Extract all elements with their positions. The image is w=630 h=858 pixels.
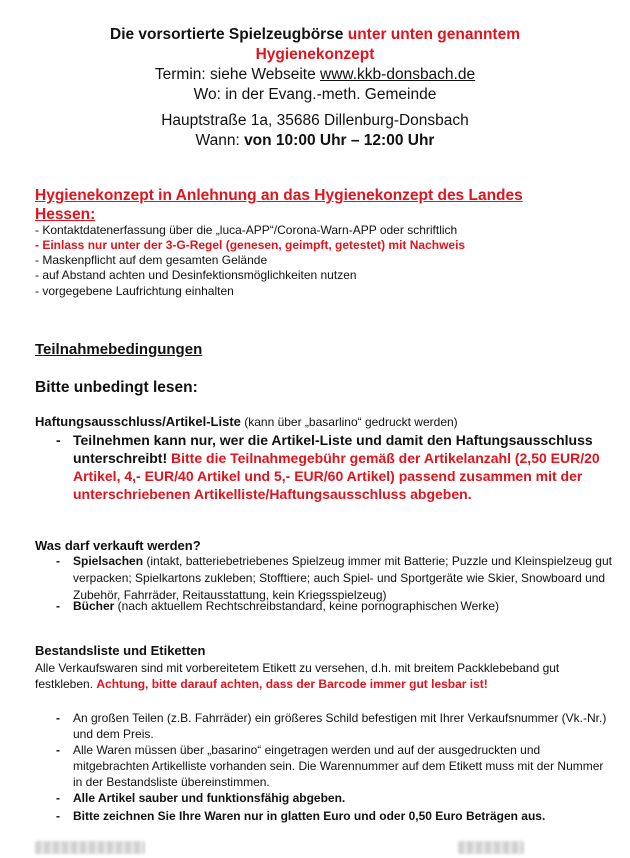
haftung-item-black: Teilnehmen kann nur, wer die Artikel-Liste und damit den Haftungsausschluss unterschreibt! <box>73 432 593 466</box>
bullet-dash: - <box>56 432 61 448</box>
verkauf-title: Was darf verkauft werden? <box>35 538 201 553</box>
termin-label: Termin: siehe Webseite <box>154 66 321 83</box>
haftung-note: (kann über „basarlino“ gedruckt werden) <box>240 415 458 429</box>
blurred-footer-left <box>35 841 145 854</box>
teilnahme-subheading: Bitte unbedingt lesen: <box>35 379 198 396</box>
bullet-dash: - <box>56 711 60 725</box>
header-title-black: Die vorsortierte Spielzeugbörse <box>110 26 348 43</box>
verkauf-item-text: (nach aktuellem Rechtschreibstandard, keine pornographischen Werke) <box>114 599 499 613</box>
hygiene-item-highlight: - Einlass nur unter der 3-G-Regel (genesen, geimpft, getestet) mit Nachweis <box>35 238 466 252</box>
blurred-footer-right <box>458 841 524 854</box>
website-link[interactable]: www.kkb-donsbach.de <box>320 66 476 83</box>
bullet-dash: - <box>56 743 60 757</box>
bestand-intro-red: Achtung, bitte darauf achten, dass der Barcode immer gut lesbar ist! <box>96 677 488 691</box>
verkauf-item-text: (intakt, batteriebetriebenes Spielzeug immer mit Batterie; Puzzle und Kleinspielzeug gut verpacken; Spielkartons zukleben; Stofftiere; auch Spiel- und Sportgeräte wie Skier, Snowboard und Zubehör, Fahrräder, Reitausstattung, kein Kriegsspielzeug) <box>73 554 612 602</box>
bestand-title: Bestandsliste und Etiketten <box>35 643 206 658</box>
verkauf-item-label: Spielsachen <box>73 554 144 568</box>
haftung-item-red: Bitte die Teilnahmegebühr gemäß der Artikelanzahl (2,50 EUR/20 Artikel, 4,- EUR/40 Artikel und 5,- EUR/60 Artikel) passend zusammen mit der unterschriebenen Artikelliste/Haftungsausschluss abgeben. <box>73 450 600 502</box>
hygiene-item: - vorgegebene Laufrichtung einhalten <box>35 284 234 298</box>
wann-time: von 10:00 Uhr – 12:00 Uhr <box>244 132 435 149</box>
header-wann <box>0 130 630 152</box>
teilnahme-heading: Teilnahmebedingungen <box>35 341 203 358</box>
bullet-dash: - <box>56 554 60 568</box>
haftung-item <box>73 431 613 503</box>
bestand-item: An großen Teilen (z.B. Fahrräder) ein größeres Schild befestigen mit Ihrer Verkaufsnummer (Vk.-Nr.) und dem Preis. <box>73 711 607 741</box>
bestand-intro <box>35 660 610 692</box>
haftung-title-line <box>35 413 458 431</box>
verkauf-item <box>73 553 613 604</box>
hygiene-title-line-2: Hessen: <box>35 206 96 223</box>
hygiene-item: - auf Abstand achten und Desinfektionsmöglichkeiten nutzen <box>35 268 357 282</box>
bestand-intro-black: Alle Verkaufswaren sind mit vorbereitetem Etikett zu versehen, d.h. mit breitem Packklebeband gut festkleben. <box>35 661 560 691</box>
hygiene-item: - Maskenpflicht auf dem gesamten Gelände <box>35 253 268 267</box>
hygiene-title-line-1: Hygienekonzept in Anlehnung an das Hygienekonzept des Landes <box>35 187 523 204</box>
hygiene-item: - Kontaktdatenerfassung über die „luca-APP“/Corona-Warn-APP oder schriftlich <box>35 223 458 237</box>
header-address: Hauptstraße 1a, 35686 Dillenburg-Donsbach <box>161 112 469 129</box>
bestand-item: Alle Waren müssen über „basarino“ eingetragen werden und auf der ausgedruckten und mitgebrachten Artikelliste vorhanden sein. Die Warennummer auf dem Etikett muss mit der Nummer in der Bestandsliste übereinstimmen. <box>73 743 604 789</box>
wann-label: Wann: <box>195 132 245 149</box>
bullet-dash: - <box>56 599 60 613</box>
bestand-item: Alle Artikel sauber und funktionsfähig abgeben. <box>73 791 346 805</box>
bestand-item: Bitte zeichnen Sie Ihre Waren nur in glatten Euro und oder 0,50 Euro Beträgen aus. <box>73 809 546 823</box>
verkauf-item-label: Bücher <box>73 599 115 613</box>
header-wo: Wo: in der Evang.-meth. Gemeinde <box>193 86 437 103</box>
verkauf-item <box>73 598 618 615</box>
bullet-dash: - <box>56 809 60 823</box>
bullet-dash: - <box>56 791 60 805</box>
haftung-title: Haftungsausschluss/Artikel-Liste <box>35 414 241 429</box>
header-termin <box>0 64 630 86</box>
header-title-red: unter unten genanntem <box>347 26 520 43</box>
header-line-2: Hygienekonzept <box>255 46 375 63</box>
header-line-1 <box>0 24 630 46</box>
